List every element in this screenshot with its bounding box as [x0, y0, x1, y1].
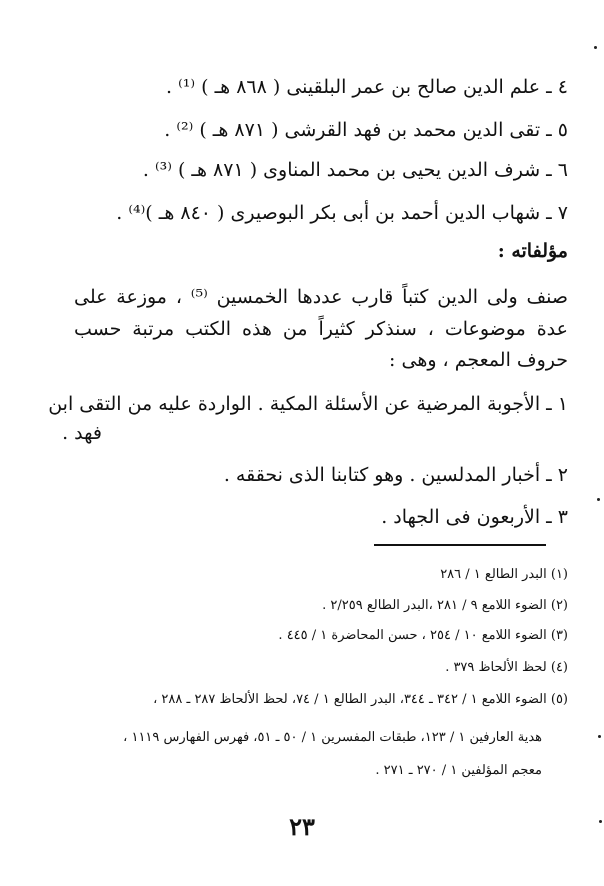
footnote: معجم المؤلفين ١ / ٢٧٠ ـ ٢٧١ . — [375, 763, 542, 778]
work-item: ٢ ـ أخبار المدلسين . وهو كتابنا الذى نحققه . — [223, 464, 568, 486]
paragraph-line: حروف المعجم ، وهى : — [389, 349, 568, 371]
work-item-continuation: فهد . — [62, 422, 102, 444]
paragraph-line: صنف ولى الدين كتباً قارب عددها الخمسين ⁽⁵⁾ ، موزعة على — [74, 286, 568, 308]
paragraph-line: عدة موضوعات ، سنذكر كثيراً من هذه الكتب مرتبة حسب — [74, 318, 568, 340]
list-item: ٧ ـ شهاب الدين أحمد بن أبى بكر البوصيرى ( ٨٤٠ هـ )⁽⁴⁾ . — [116, 202, 568, 224]
scan-speck — [594, 46, 597, 49]
page-number: ٢٣ — [289, 812, 315, 841]
footnote: (٢) الضوء اللامع ٩ / ٢٨١ ،البدر الطالع ٢/٢٥٩ . — [322, 598, 568, 613]
footnote: (٥) الضوء اللامع ١ / ٣٤٢ ـ ٣٤٤، البدر الطالع ١ / ٧٤، لحظ الألحاظ ٢٨٧ ـ ٢٨٨ ، — [153, 692, 568, 707]
footnote: هدية العارفين ١ / ١٢٣، طبقات المفسرين ١ / ٥٠ ـ ٥١، فهرس الفهارس ١١١٩ ، — [123, 730, 542, 745]
work-item: ١ ـ الأجوبة المرضية عن الأسئلة المكية . الواردة عليه من التقى ابن — [48, 393, 568, 415]
list-item: ٤ ـ علم الدين صالح بن عمر البلقينى ( ٨٦٨ هـ ) ⁽¹⁾ . — [166, 76, 568, 98]
scan-speck — [597, 498, 600, 501]
scan-speck — [598, 735, 601, 738]
scan-speck — [599, 820, 602, 823]
footnote-separator — [374, 544, 546, 546]
section-heading: مؤلفاته : — [497, 240, 568, 262]
list-item: ٦ ـ شرف الدين يحيى بن محمد المناوى ( ٨٧١ هـ ) ⁽³⁾ . — [142, 159, 568, 181]
list-item: ٥ ـ تقى الدين محمد بن فهد القرشى ( ٨٧١ هـ ) ⁽²⁾ . — [164, 119, 568, 141]
footnote: (١) البدر الطالع ١ / ٢٨٦ — [440, 567, 568, 582]
work-item: ٣ ـ الأربعون فى الجهاد . — [381, 506, 568, 528]
footnote: (٤) لحظ الألحاظ ٣٧٩ . — [445, 660, 568, 675]
footnote: (٣) الضوء اللامع ١٠ / ٢٥٤ ، حسن المحاضرة ١ / ٤٤٥ . — [278, 628, 568, 643]
